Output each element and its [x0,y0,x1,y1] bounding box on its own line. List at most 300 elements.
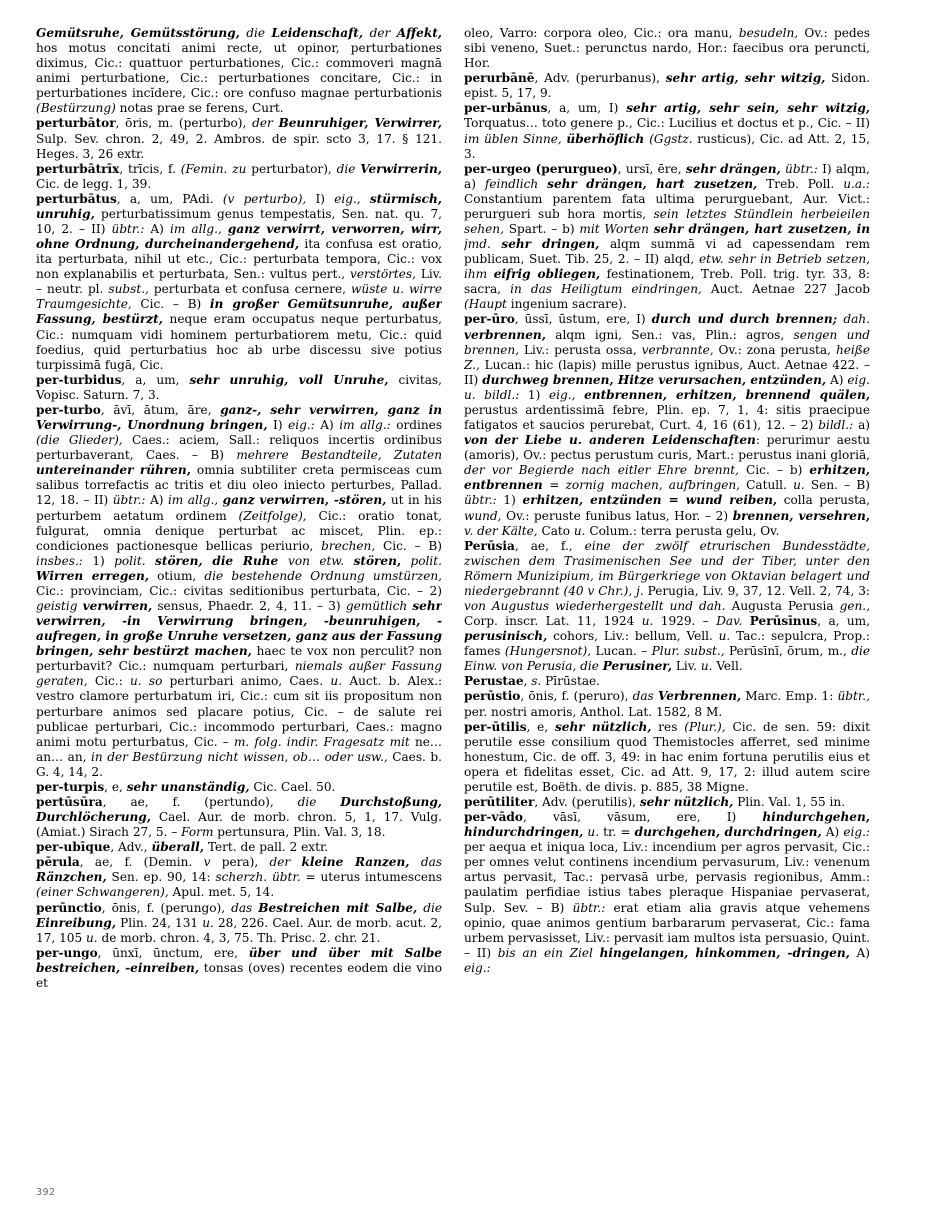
latin-citation: Perugia, Liv. 9, 37, 12. Vell. 2, 74, 3: [647,583,870,598]
grammar-note: das [409,855,442,870]
latin-citation: , ūssī, ūstum, ere, I) [514,312,652,327]
latin-citation: Auct. b. Alex.: vestro clamore perturbatum iri, Cic.: cum sit iis propositum non perturbare animos sed placare potius, Cic. – de salute rei publicae perturbari, Cic.: incommodo perturbari, Caes.: magno animi motu perturbatus, Cic. – [36,674,442,749]
german-gloss: erhitzen, entzünden = wund reiben, [522,493,778,508]
latin-citation: pertunsura, Plin. Val. 3, 18. [217,825,386,840]
grammar-note: verbrannte, [641,342,714,357]
latin-citation: perturbatissimum genus tempestatis, Sen. nat. qu. 7, 10, 2. – II) [36,206,442,237]
german-gloss: ganz-, sehr verwirren, ganz in Verwirrung-, Unordnung bringen, [36,402,442,433]
grammar-note: gemütlich [345,598,413,613]
latin-citation: Colum.: terra perusta gelu, Ov. [589,523,780,538]
entry-headword: Perustae [464,674,524,689]
latin-citation: Treb. Poll. [757,176,844,191]
grammar-note: u. [793,478,811,493]
latin-citation: Torquatus… toto genere p., Cic.: Lucilius et doctus et p., Cic. – II) [464,116,870,131]
grammar-note: u. [86,930,102,945]
latin-citation: Sen. ep. 90, 14: [106,870,216,885]
dictionary-entry [464,795,870,810]
latin-citation: sensus, Phaedr. 2, 4, 11. – 3) [152,598,346,613]
latin-citation: civitas, Vopisc. Saturn. 7, 3. [36,372,442,402]
grammar-note: sein letztes Stündlein herbeieilen sehen, [464,206,870,237]
latin-citation: Tac.: sepulcra, Prop.: fames [464,629,870,659]
grammar-note: gen., [839,598,870,613]
latin-citation: Spart. – b) [503,222,580,237]
grammar-note: übtr.: [464,493,504,508]
dictionary-entry [464,71,870,101]
latin-citation: hos motus concitati animi recte, ut opinor, perturbationes diximus, Cic.: quattuor perturbationes, Cic.: commoveri magnā animi perturbatione, Cic.: perturbationes concitare, Cic.: in perturbationes incĭdere, Cic.: ore confuso magnae perturbationis [36,41,442,101]
german-gloss: stürmisch, unruhig, [36,191,442,221]
latin-citation: A) [821,825,844,840]
entry-headword: per-turbidus [36,372,122,387]
latin-citation: , Adv., [110,840,152,855]
german-gloss: sehr unruhig, voll Unruhe, [189,372,389,387]
grammar-note: der [363,26,397,40]
latin-citation: Ov.: peruste funibus latus, Hor. – 2) [501,508,733,523]
latin-citation: tonsas (oves) recentes eodem die vino et [36,960,442,990]
grammar-note: u. [718,629,737,644]
latin-citation: oleo, Varro: corpora oleo, Cic.: ora manu, [464,26,739,40]
grammar-note: u. [700,659,717,674]
dictionary-entry [36,373,442,403]
grammar-note: das [632,689,658,704]
grammar-note: subst., [108,282,154,297]
entry-headword: pertūsūra [36,794,103,809]
latin-citation: Lucan.: hic (lapis) mille perustus ignibus, Auct. Aetnae 422. – II) [464,357,870,387]
grammar-note: u. [583,825,604,840]
latin-citation: Perūsīnī, ōrum, m., [728,644,852,659]
latin-citation: , e, [104,779,127,794]
grammar-note: der vor Begierde nach eitler Ehre brennt, [464,463,740,478]
entry-headword: Perūsīnus [749,614,818,629]
latin-citation: Corp. inscr. Lat. 11, 1924 [464,614,642,629]
dictionary-entry [36,26,442,116]
latin-citation: Cic. – B) [375,538,442,553]
dictionary-entry [36,840,442,855]
entry-headword: perturbātrīx [36,161,120,176]
latin-citation: , ae, f. (pertundo), [102,794,298,809]
latin-citation: Ov.: zona perusta, [713,342,836,357]
german-gloss: kleine Ranzen, [301,855,410,870]
right-text-column [464,26,870,1166]
latin-citation: , a, um, [817,614,870,629]
grammar-note: bis an ein Ziel [497,945,600,960]
grammar-note: übtr.: [111,222,151,237]
entry-headword: perūnctio [36,900,102,915]
entry-headword: per-ungo [36,945,98,960]
german-gloss: in großer Gemütsunruhe, außer Fassung, bestürzt, [36,297,442,327]
grammar-note: insbes.: [36,553,93,568]
grammar-note: wund, [464,508,502,523]
left-text-column [36,26,442,1166]
grammar-note: = zornig machen, aufbringen, [549,478,740,493]
latin-citation: , Adv. (perutilis), [534,794,640,809]
grammar-note: (v perturbo), [222,191,316,206]
grammar-note: (Ggstz. [649,131,698,146]
german-gloss: durchweg brennen, Hitze verursachen, entzünden, [482,372,827,387]
latin-citation: Cic. – b) [739,463,810,478]
latin-citation: Ov.: pedes sibi veneno, Suet.: perunctus nardo, Hor.: faecibus ora peruncti, Hor. [464,26,870,71]
german-gloss: überhöflich [566,131,650,146]
entry-headword: per-ūro [464,312,515,327]
entry-headword: pērula [36,855,80,870]
dictionary-entry [36,855,442,900]
grammar-note: bildl.: [818,418,859,433]
latin-citation: Plin. 24, 131 [115,915,203,930]
latin-citation: A) [150,222,170,237]
grammar-note: Form [181,825,218,840]
german-gloss: entbrennen, erhitzen, brennend quälen, [584,387,870,402]
latin-citation: perturbata et confusa cernere, [153,282,352,297]
grammar-note: brechen, [321,538,376,553]
german-gloss: Beunruhiger, Verwirrer, [278,116,442,131]
latin-citation: I) [315,191,335,206]
latin-citation: , ae, f. (Demin. [79,855,204,870]
grammar-note: eine der zwölf etrurischen Bundesstädte, zwischen dem Trasimenischen See und der Tiber, unter den Römern Munizipium, im Bürgerkriege von Oktavian belagert und niedergebrannt (40 v Chr.), j. [464,538,870,598]
grammar-note: (Hungersnot), [504,644,592,659]
latin-citation: , ōnis, f. (peruro), [520,689,633,704]
entry-headword: perurbānē [464,71,535,86]
grammar-note: eig.: [464,960,491,975]
grammar-note: (Bestürzung) [36,101,116,116]
latin-citation: Sulp. Sev. chron. 2, 49, 2. Ambros. de spir. scto 3, 17. § 121. Heges. 3, 26 extr. [36,131,442,161]
latin-citation: pera), [221,855,270,870]
dictionary-entry [464,101,870,161]
german-gloss: hindurchgehen, hindurchdringen, [464,810,870,840]
german-gloss: perusinisch, [464,629,548,644]
grammar-note: wüste u. wirre Traumgesichte, [36,282,442,312]
latin-citation: Sidon. epist. 5, 17, 9. [464,71,870,101]
german-gloss: sehr nützlich, [639,794,734,809]
grammar-note: (Plur.), [684,719,726,734]
latin-citation: Lucan. – [591,644,652,659]
latin-citation: Vell. [716,659,743,674]
grammar-note: s. [531,674,546,689]
latin-citation: , ūnxī, ūnctum, ere, [97,945,249,960]
grammar-note: übtr.: [780,161,823,176]
grammar-note: u. [573,523,590,538]
grammar-note: verstörtes, [350,267,416,282]
latin-citation: , ōris, m. (perturbo), [115,116,253,131]
latin-citation: 28, 226. Cael. Aur. de morb. acut. 2, 17, 105 [36,915,442,945]
entry-headword: perūtiliter [464,794,535,809]
grammar-note: (einer Schwangeren), [36,885,169,900]
latin-citation: ingenium sacrare). [510,297,627,312]
latin-citation: otium, [149,568,205,583]
latin-citation: 1) [92,553,115,568]
latin-citation: alqm igni, Sen.: vas, Plin.: agros, [545,327,794,342]
latin-citation: cohors, Liv.: bellum, Vell. [547,629,719,644]
latin-citation: Cael. Aur. de morb. chron. 5, 1, 17. Vulg. (Amiat.) Sirach 27, 5. – [36,810,442,840]
latin-citation: Cic.: provinciam, Cic.: civitas seditionibus perturbata, Cic. – 2) [36,583,442,598]
latin-citation: perustus ardentissimā febre, Plin. ep. 7, 1, 4: sitis praecipue fatigatos et saucios perurebat, Curt. 4, 16 (61), 12. – 2) [464,402,870,433]
german-gloss: erhitzen, entbrennen [464,463,870,493]
latin-citation: Constantium parentem fata ultima perurguebant, Aur. Vict.: perurgueri sub hora mortis, [464,191,870,221]
entry-headword: per-urgeo (perurgueo) [464,161,618,176]
latin-citation: , ōnis, f. (perungo), [101,900,232,915]
german-gloss: Perusiner, [602,659,672,674]
grammar-note: der [252,116,279,131]
grammar-note: v. der Kälte, [464,523,538,538]
latin-citation: Cic. de legg. 1, 39. [36,176,152,191]
dictionary-entry [36,162,442,192]
grammar-note: die Einw. von Perusia, die [464,644,870,674]
german-gloss: sehr drängen, [685,161,781,176]
dictionary-entry [36,403,442,780]
grammar-note: u. so [129,674,170,689]
latin-citation: , e, [526,719,555,734]
grammar-note: m. folg. indir. Fragesatz mit [233,734,415,749]
german-gloss: ganz verwirrt, verworren, wirr, ohne Ordnung, durcheinandergehend, [36,222,442,252]
latin-citation: , ursī, ēre, [617,161,686,176]
latin-citation: Cic.: [87,674,130,689]
german-gloss: sehr nützlich, [555,719,652,734]
german-gloss: ganz verwirren, -stören, [222,493,387,508]
grammar-note: von etw. [288,553,354,568]
latin-citation: ita confusa est oratio, ita perturbata, nihil ut etc., Cic.: perturbata tempora, Cic.: vox non explanabilis et perturbata, Sen.: vultus pert., [36,237,442,282]
grammar-note: von Augustus wiederhergestellt und dah. [464,598,732,613]
latin-citation: , a, um, [121,372,190,387]
german-gloss: untereinander rühren, [36,463,191,478]
latin-citation: , [523,674,532,689]
german-gloss: sehr drängen, hart zusetzen, in [653,222,870,237]
latin-citation: Cic.: oratio tonat, fulgurat, omnia denique perturbat ac miscet, Plin. ep.: condiciones pactionesque bellicas periurio, [36,508,442,553]
dictionary-entry [464,689,870,719]
two-column-text-body [36,26,899,1166]
entry-headword: per-turbo [36,402,101,417]
grammar-note: im üblen Sinne, [464,131,567,146]
entry-headword: per-ūtilis [464,719,527,734]
latin-citation: rusticus), Cic. ad Att. 2, 15, 3. [464,131,870,161]
grammar-note: (die Glieder), [36,433,123,448]
german-gloss: stören, [353,553,402,568]
latin-citation: Liv.: perusta ossa, [519,342,642,357]
latin-citation: Sen. – B) [810,478,870,493]
grammar-note: im allg., [169,222,228,237]
latin-citation: perturbari animo, Caes. [169,674,331,689]
latin-citation: haec te vox non perculit? non perturbavit? Cic.: numquam perturbari, [36,644,442,674]
latin-citation: Cic. de sen. 59: dixit perutile esse consilium quod Themistocles afferret, sed minime honestum, Cic. de off. 3, 49: in hac enim fortuna perutilis eius et opera et fidelitas esset, Cic. ad Att. 9, 17, 2: illud autem scire perutile est, Boëth. de divis. p. 885, 38 Migne. [464,719,870,794]
grammar-note: scherzh. übtr. [215,870,306,885]
latin-citation: , ae, f., [514,538,585,553]
latin-citation: 1) [503,493,523,508]
grammar-note: eig.: [288,418,321,433]
latin-citation: , vāsī, vāsum, ere, I) [522,810,763,825]
latin-citation: Liv. – neutr. pl. [36,267,442,297]
latin-citation: festinationem, Treb. Poll. trig. tyr. 33, 8: sacra, [464,267,870,297]
german-gloss: überall, [151,840,204,855]
dictionary-entry [464,674,870,689]
german-gloss: verbrennen, [464,327,546,342]
grammar-note: heiße Z., [464,342,870,372]
grammar-note: besudeln, [738,26,799,40]
latin-citation: ne… an… an, [36,734,442,764]
german-gloss: durchgehen, durchdringen, [634,825,822,840]
grammar-note: dah. [843,312,870,327]
latin-citation: per aequa et iniqua loca, Liv.: incendium per agros pervasit, Cic.: per omnes velut continens incendium pervasurum, Liv.: venenum artus pervasit, Tac.: pervasā urbe, pervasis regionibus, Amm.: paulatim perfidiae istius tabes pleraque Hispaniae pervaserat, Sulp. Sev. – B) [464,840,870,915]
latin-citation: = uterus intumescens [305,870,442,885]
grammar-note: v [203,855,222,870]
entry-headword: per-urbānus [464,101,548,116]
german-gloss: stören, die Ruhe [155,553,289,568]
grammar-note: Plur. subst., [651,644,729,659]
german-gloss: Durchstoßung, Durchlöcherung, [36,794,442,825]
grammar-note: u. [641,614,661,629]
german-gloss: Affekt, [396,26,442,40]
latin-citation: , trīcis, f. [119,161,181,176]
german-gloss: sehr unanständig, [126,779,250,794]
grammar-note: in das Heiligtum eindringen, [510,282,702,297]
grammar-note: u. [202,915,218,930]
german-gloss: Leidenschaft, [271,26,364,40]
dictionary-entry [464,162,870,313]
german-gloss: eifrig obliegen, [493,267,601,282]
latin-citation: Apul. met. 5, 14. [168,885,275,900]
entry-headword: perūstio [464,689,521,704]
latin-citation: alqm summā vi ad capessendam rem publicam, Suet. Tib. 25, 2. – II) alqd, [464,237,870,267]
latin-citation: ut in his perturbem aetatum ordinem [36,493,442,523]
entry-headword: Perūsia [464,538,515,553]
latin-citation: Cato [537,523,574,538]
latin-citation: a) [858,418,870,433]
latin-citation: A) [320,418,340,433]
grammar-note: geistig [36,598,83,613]
latin-citation: per. nostri amoris, Anthol. Lat. 1582, 8 M. [464,704,723,719]
latin-citation: Caes. b. G. 4, 14, 2. [36,749,442,779]
latin-citation: neque eram occupatus neque perturbatus, Cic.: numquam vidi hominem perturbatiorem metu, Cic.: quid foedius, quid perturbatius hoc ab urbe discessu sive potius turpissimā fugā, Cic. [36,312,442,372]
grammar-note: übtr.: [112,493,150,508]
latin-citation: Tert. de pall. 2 extr. [204,840,329,855]
grammar-note: die [336,161,361,176]
latin-citation: 1) [527,387,549,402]
dictionary-entry [464,26,870,71]
grammar-note: im allg., [167,493,223,508]
grammar-note: die [297,794,341,809]
german-gloss: Verbrennen, [657,689,742,704]
latin-citation: , a, um, I) [547,101,627,116]
german-gloss: sehr drängen, hart zusetzen, [547,176,758,191]
dictionary-entry [36,192,442,373]
german-gloss: Gemütsruhe, Gemütsstörung, [36,26,240,40]
grammar-note: in der Bestürzung nicht wissen, ob… oder usw., [91,749,388,764]
grammar-note: (Zeitfolge), [238,508,307,523]
grammar-note: etw. sehr in Betrieb setzen, ihm [464,252,870,282]
dictionary-entry [464,312,870,538]
latin-citation: , a, um, PAdi. [116,191,223,206]
grammar-note: die bestehende Ordnung umstürzen, [204,568,442,583]
german-gloss: sehr artig, sehr witzig, [665,71,826,86]
latin-citation: Caes.: aciem, Sall.: reliquos incertis ordinibus perturbaverant, Caes. – B) [36,433,442,463]
latin-citation: omnia subtiliter creta permisceas cum salibus torrefactis ac tritis et diu oleo iniecto perturbes, Pallad. 12, 18. – II) [36,463,442,508]
grammar-note: u.a.: [843,176,870,191]
latin-citation: Liv. [671,659,701,674]
german-gloss: durch und durch brennen; [651,312,844,327]
grammar-note: polit. [401,553,442,568]
grammar-note: feindlich [484,176,548,191]
grammar-note: mit Worten [579,222,654,237]
german-gloss: Verwirrerin, [360,161,442,176]
dictionary-entry [464,810,870,976]
grammar-note: übtr., [837,689,870,704]
german-gloss: über und über mit Salbe bestreichen, -einreiben, [36,945,442,975]
latin-citation: A) [149,493,168,508]
dictionary-entry [36,795,442,840]
grammar-note: Dav. [716,614,750,629]
grammar-note: niemals außer Fassung geraten, [36,659,442,689]
dictionary-entry [36,901,442,946]
german-gloss: verwirren, [82,598,153,613]
german-gloss: von der Liebe u. anderen Leidenschaften [464,433,756,448]
grammar-note: eig., [334,191,370,206]
latin-citation: Pīrūstae. [545,674,601,689]
grammar-note: eig.: [843,825,870,840]
latin-citation: A) [826,372,848,387]
latin-citation: 1929. – [660,614,717,629]
grammar-note: sengen und brennen, [464,327,870,357]
latin-citation: A) [849,945,870,960]
latin-citation: Auct. Aetnae 227 Jacob [701,282,870,297]
latin-citation: Cic. Cael. 50. [249,779,336,794]
latin-citation: Cic. – B) [131,297,210,312]
german-gloss: Wirren erregen, [36,568,149,583]
german-gloss: Einreibung, [36,915,116,930]
grammar-note: eig. u. bildl.: [464,372,870,402]
latin-citation: notas prae se ferens, Curt. [115,101,284,116]
latin-citation: perturbator), [251,161,337,176]
grammar-note: polit. [114,553,156,568]
page-number: 392 [36,1187,56,1198]
latin-citation: : perurimur aestu (amoris), Ov.: pectus perustum curis, Mart.: perustus inani gloriā, [464,433,870,463]
entry-headword: per-turpis [36,779,105,794]
dictionary-entry [36,780,442,795]
latin-citation: tr. = [603,825,635,840]
grammar-note: die [417,900,442,915]
grammar-note: das [231,900,259,915]
german-gloss: brennen, versehren, [732,508,870,523]
latin-citation: I) alqm, a) [464,161,870,191]
dictionary-entry [36,946,442,991]
german-gloss: Ränzchen, [36,870,107,885]
latin-citation: Catull. [739,478,794,493]
entry-headword: per-ubīque [36,840,111,855]
latin-citation: de morb. chron. 4, 3, 75. Th. Prisc. 2. chr. 21. [101,930,381,945]
entry-headword: perturbātor [36,116,116,131]
grammar-note: u. [330,674,350,689]
grammar-note: (Femin. zu [180,161,252,176]
grammar-note: mehrere Bestandteile, Zutaten [236,448,442,463]
entry-headword: perturbātus [36,191,117,206]
dictionary-entry [464,539,870,675]
latin-citation: Plin. Val. 1, 55 in. [733,794,846,809]
latin-citation: colla perusta, [777,493,870,508]
latin-citation: , Adv. (perurbanus), [534,71,666,86]
german-gloss: sehr dringen, [501,237,600,252]
latin-citation: Marc. Emp. 1: [741,689,838,704]
latin-citation: Augusta Perusia [731,598,840,613]
grammar-note: jmd. [464,237,502,252]
grammar-note: der [269,855,302,870]
grammar-note: die [239,26,272,40]
dictionary-entry [36,116,442,161]
grammar-note: übtr.: [572,900,614,915]
grammar-note: im allg.: [339,418,397,433]
german-gloss: Bestreichen mit Salbe, [258,900,418,915]
german-gloss: hingelangen, hinkommen, -dringen, [599,945,850,960]
latin-citation: , āvī, ātum, āre, [100,402,221,417]
entry-headword: per-vādo [464,810,523,825]
latin-citation: ordines [396,418,442,433]
dictionary-entry [464,720,870,795]
german-gloss: sehr verwirren, -in Verwirrung bringen, -beunruhigen, -aufregen, in große Unruhe versetzen, ganz aus der Fassung bringen, sehr bestürzt machen, [36,598,442,659]
grammar-note: (Haupt [464,297,511,312]
